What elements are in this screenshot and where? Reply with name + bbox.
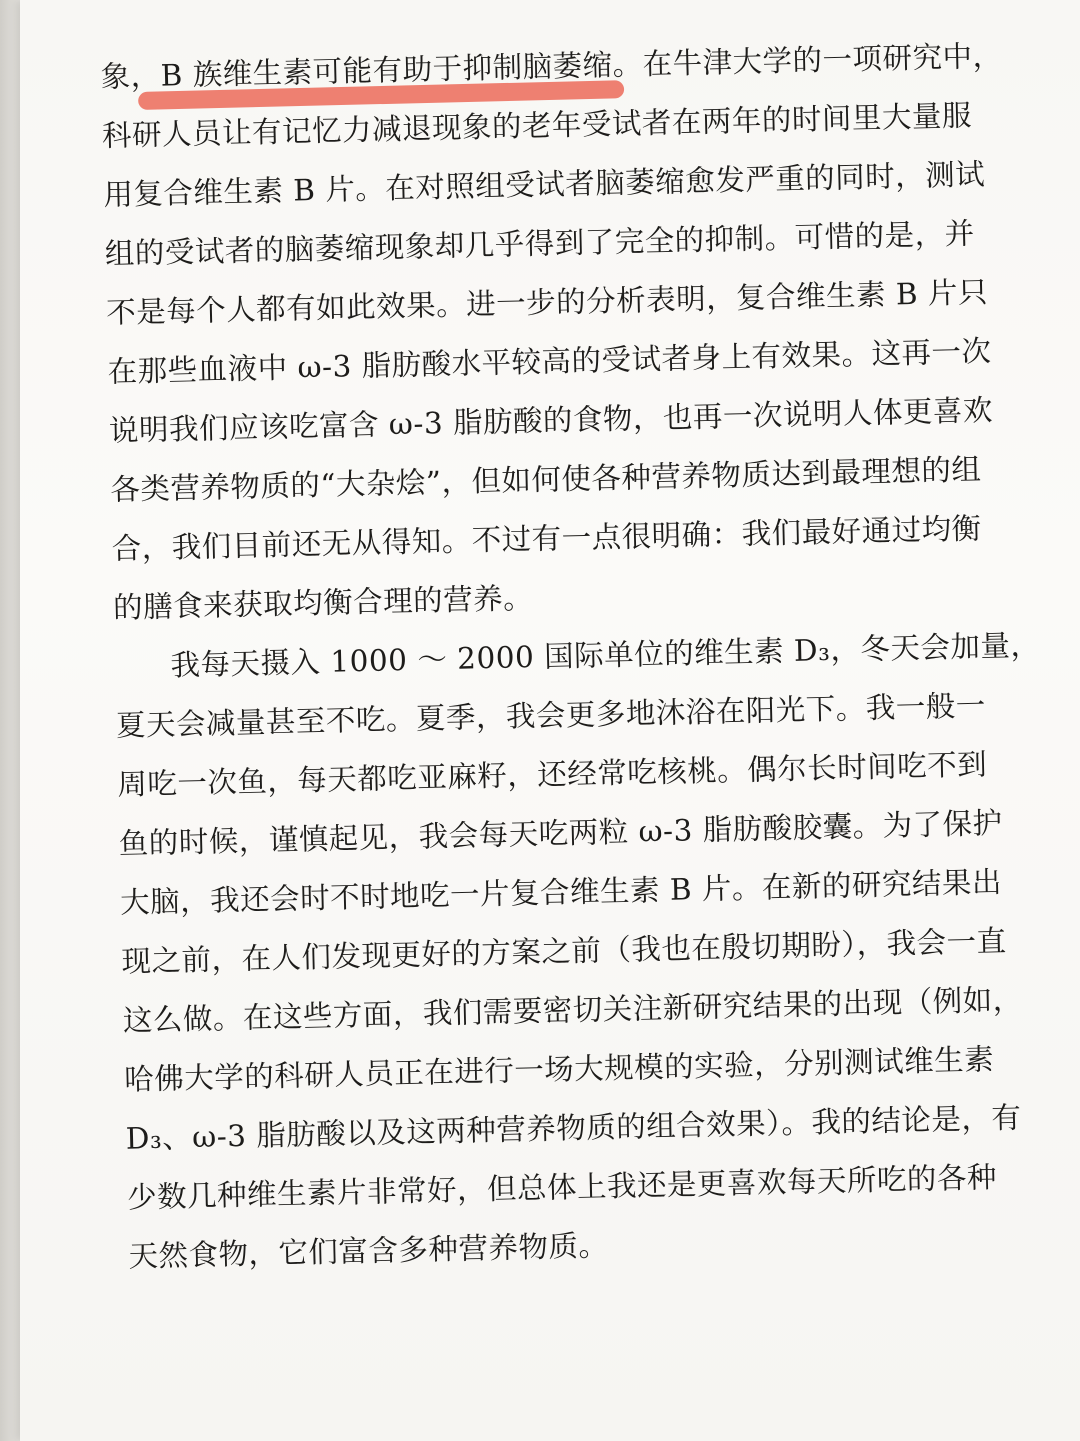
text-line: 周吃一次鱼，每天都吃亚麻籽，还经常吃核桃。偶尔长时间吃不到 [116,747,988,802]
text-line: 各类营养物质的“大杂烩”，但如何使各种营养物质达到最理想的组 [110,452,982,507]
text-line: 大脑，我还会时不时地吃一片复合维生素 B 片。在新的研究结果出 [119,864,1003,920]
text-line: 哈佛大学的科研人员正在进行一场大规模的实验，分别测试维生素 [123,1042,995,1097]
text-line: 科研人员让有记忆力减退现象的老年受试者在两年的时间里大量服 [101,98,973,153]
text-line: 我每天摄入 1000 ～ 2000 国际单位的维生素 D₃，冬天会加量， [170,628,1041,683]
text-line: 天然食物，它们富含多种营养物质。 [128,1228,609,1274]
paragraph-2 [114,618,1041,1287]
text-line: 这么做。在这些方面，我们需要密切关注新研究结果的出现（例如， [122,982,1024,1038]
book-page [20,0,1080,1441]
text-line: 说明我们应该吃富含 ω-3 脂肪酸的食物，也再一次说明人体更喜欢 [108,393,994,448]
text-line: 现之前，在人们发现更好的方案之前（我也在殷切期盼），我会一直 [121,923,1007,979]
text-line: 不是每个人都有如此效果。进一步的分析表明，复合维生素 B 片只 [105,275,989,330]
text-line: 鱼的时候，谨慎起见，我会每天吃两粒 ω-3 脂肪酸胶囊。为了保护 [118,805,1003,861]
text-line: 少数几种维生素片非常好，但总体上我还是更喜欢每天所吃的各种 [126,1160,998,1215]
text-line: 的膳食来获取均衡合理的营养。 [112,580,534,625]
text-line: 在那些血液中 ω-3 脂肪酸水平较高的受试者身上有效果。这再一次 [107,334,992,389]
text-line: D₃、ω-3 脂肪酸以及这两种营养物质的组合效果）。我的结论是，有 [125,1100,1022,1156]
paragraph-1 [100,28,1003,638]
text-line: 用复合维生素 B 片。在对照组受试者脑萎缩愈发严重的同时，测试 [103,157,986,212]
page-text [100,28,1041,1287]
text-line: 合，我们目前还无从得知。不过有一点很明确：我们最好通过均衡 [111,511,982,566]
text-line: 夏天会减量甚至不吃。夏季，我会更多地沐浴在阳光下。我一般一 [115,688,987,743]
text-line: 象，B 族维生素可能有助于抑制脑萎缩。在牛津大学的一项研究中， [100,38,1003,94]
text-line: 组的受试者的脑萎缩现象却几乎得到了完全的抑制。可惜的是，并 [104,216,976,271]
